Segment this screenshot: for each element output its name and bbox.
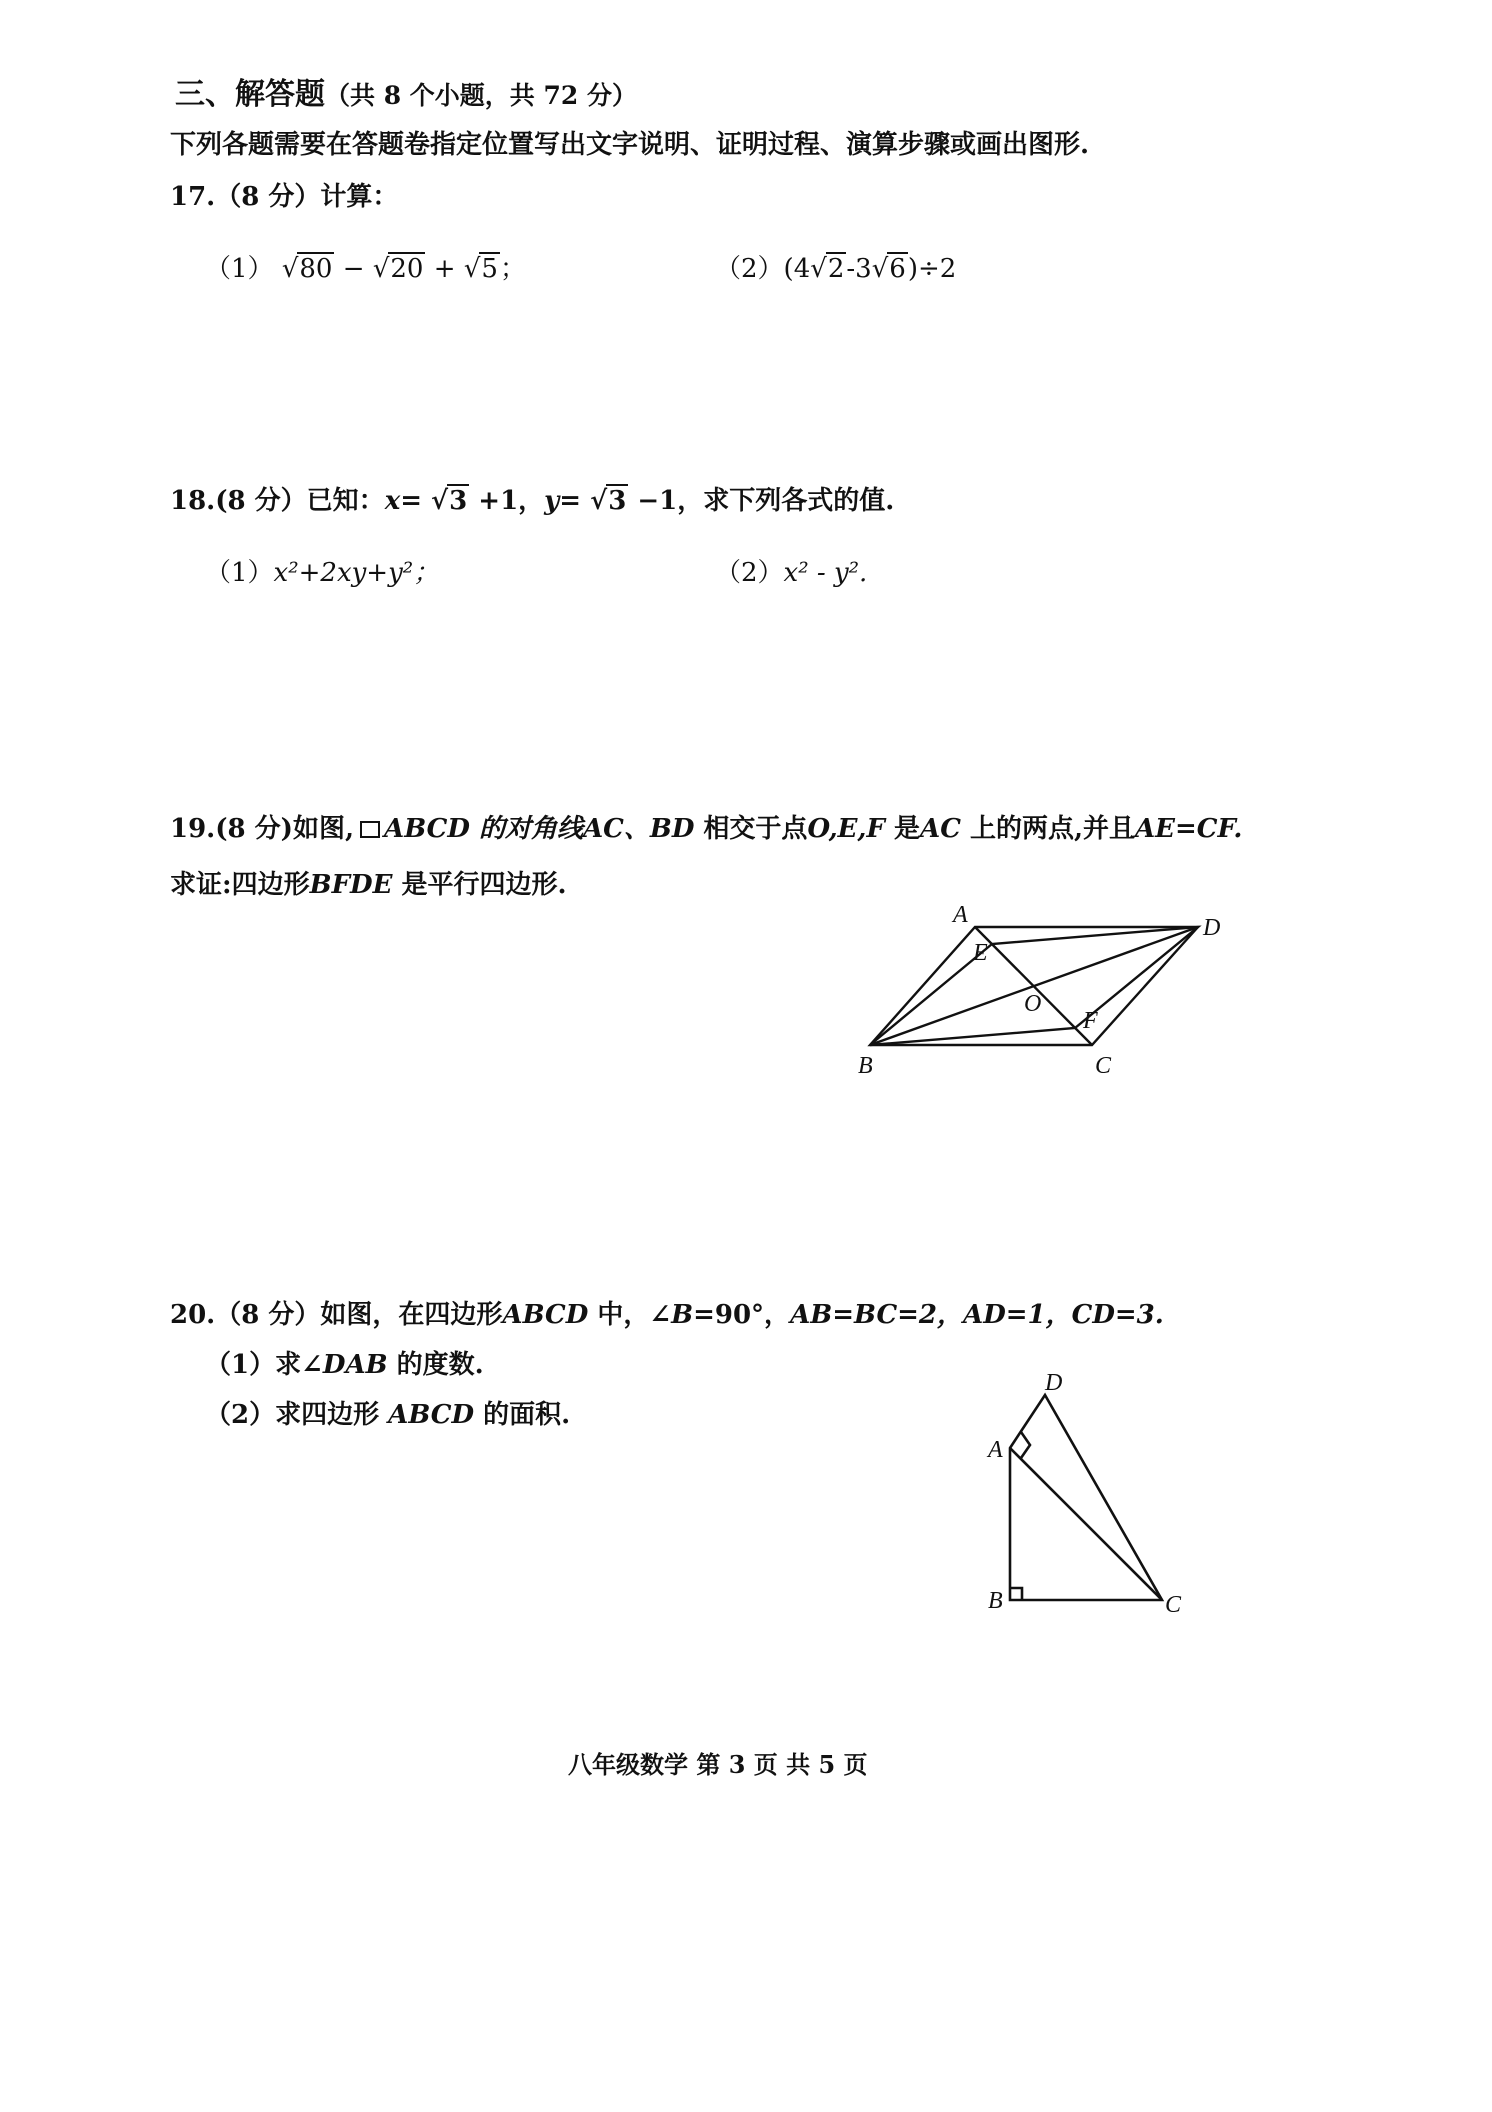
label-f: F — [1083, 1008, 1098, 1034]
q20-text: AB=BC=2，AD=1，CD=3. — [790, 1300, 1164, 1330]
q19-points: (8 分)如图, — [215, 814, 355, 844]
expr-part: (4 — [783, 254, 811, 284]
q20-text: 的度数. — [387, 1350, 484, 1380]
section-title: 三、解答题 — [175, 77, 325, 112]
label-a: A — [953, 902, 968, 928]
q20-text: ABCD — [388, 1400, 475, 1430]
q19-text: 求证:四边形 — [170, 870, 310, 900]
radical: √5 — [463, 254, 498, 284]
q20-number: 20. — [170, 1300, 216, 1330]
q17-p2-label: （2） — [715, 254, 784, 284]
q19-text: AE=CF. — [1135, 814, 1243, 844]
page-footer: 八年级数学 第 3 页 共 5 页 — [568, 1750, 868, 1779]
q18-p2-label: （2） — [715, 558, 784, 588]
q20-text: 中，∠ — [588, 1300, 672, 1330]
label-d: D — [1203, 915, 1221, 941]
right-angle-a — [1021, 1432, 1030, 1458]
var-x: x — [384, 486, 401, 516]
q19-number: 19. — [170, 814, 216, 844]
q19-text: 是 — [884, 814, 921, 844]
label-b: B — [858, 1053, 873, 1079]
radicand: 3 — [608, 486, 627, 516]
radicand: 6 — [889, 254, 906, 284]
equals: = — [559, 486, 591, 516]
q20-text: ABCD — [502, 1300, 589, 1330]
label-d: D — [1045, 1370, 1063, 1396]
radical: √3 — [431, 486, 468, 516]
q17-points: （8 分）计算： — [215, 182, 399, 212]
equals: = — [400, 486, 432, 516]
label-e: E — [973, 940, 988, 966]
var-y: y — [544, 486, 560, 516]
q19-text: O,E,F — [807, 814, 885, 844]
q18-number: 18. — [170, 486, 216, 516]
q20-figure-lines — [1010, 1395, 1162, 1600]
q17-number: 17. — [170, 182, 216, 212]
q20-text: B — [671, 1300, 694, 1330]
label-b: B — [988, 1588, 1003, 1614]
q18-points: (8 分）已知： — [215, 486, 385, 516]
q20-text: （1）求∠ — [205, 1350, 323, 1380]
radicand: 80 — [299, 254, 333, 284]
q19-text: ABCD 的对角线 — [384, 814, 583, 844]
operator: + — [425, 254, 464, 284]
expr-part: -3 — [846, 254, 872, 284]
label-o: O — [1024, 991, 1042, 1017]
q18-tail: 求下列各式的值. — [703, 486, 895, 516]
radical: √6 — [871, 254, 906, 284]
punctuation: ； — [499, 254, 526, 284]
expr-part: )÷2 — [907, 254, 957, 284]
q20-text: （2）求四边形 — [205, 1400, 389, 1430]
section-note: （共 8 个小题，共 72 分） — [325, 81, 638, 110]
radicand: 5 — [481, 254, 498, 284]
plus-one: +1， — [469, 486, 545, 516]
minus-one: −1， — [628, 486, 704, 516]
radicand: 2 — [827, 254, 845, 284]
q20-text: DAB — [322, 1350, 388, 1380]
diagonal-ac — [1010, 1448, 1162, 1600]
radical: √80 — [281, 254, 333, 284]
q20-text: 的面积. — [474, 1400, 571, 1430]
q20-text: =90°， — [693, 1300, 791, 1330]
radical: √20 — [372, 254, 424, 284]
radical: √2 — [810, 254, 845, 284]
label-c: C — [1165, 1592, 1182, 1618]
q19-text: 是平行四边形. — [392, 870, 567, 900]
q18-p2-expr: x² - y². — [783, 558, 868, 588]
q19-text: 相交于点 — [694, 814, 808, 844]
radicand: 3 — [449, 486, 468, 516]
label-a: A — [988, 1437, 1003, 1463]
operator: − — [334, 254, 373, 284]
q17-p1-label: （1） — [205, 254, 274, 284]
label-c: C — [1095, 1053, 1112, 1079]
quadrilateral-abcd — [1010, 1395, 1162, 1600]
q19-text: 上的两点,并且 — [960, 814, 1135, 844]
right-angle-b — [1010, 1588, 1022, 1600]
q18-p1-label: （1） — [205, 558, 274, 588]
q19-text: AC、BD — [582, 814, 695, 844]
radicand: 20 — [390, 254, 424, 284]
q19-text: AC — [920, 814, 961, 844]
q20-points: （8 分）如图，在四边形 — [215, 1300, 503, 1330]
section-instruction: 下列各题需要在答题卷指定位置写出文字说明、证明过程、演算步骤或画出图形. — [170, 130, 1090, 160]
q19-text: BFDE — [309, 870, 393, 900]
q18-p1-expr: x²+2xy+y²； — [273, 558, 440, 588]
radical: √3 — [590, 486, 627, 516]
